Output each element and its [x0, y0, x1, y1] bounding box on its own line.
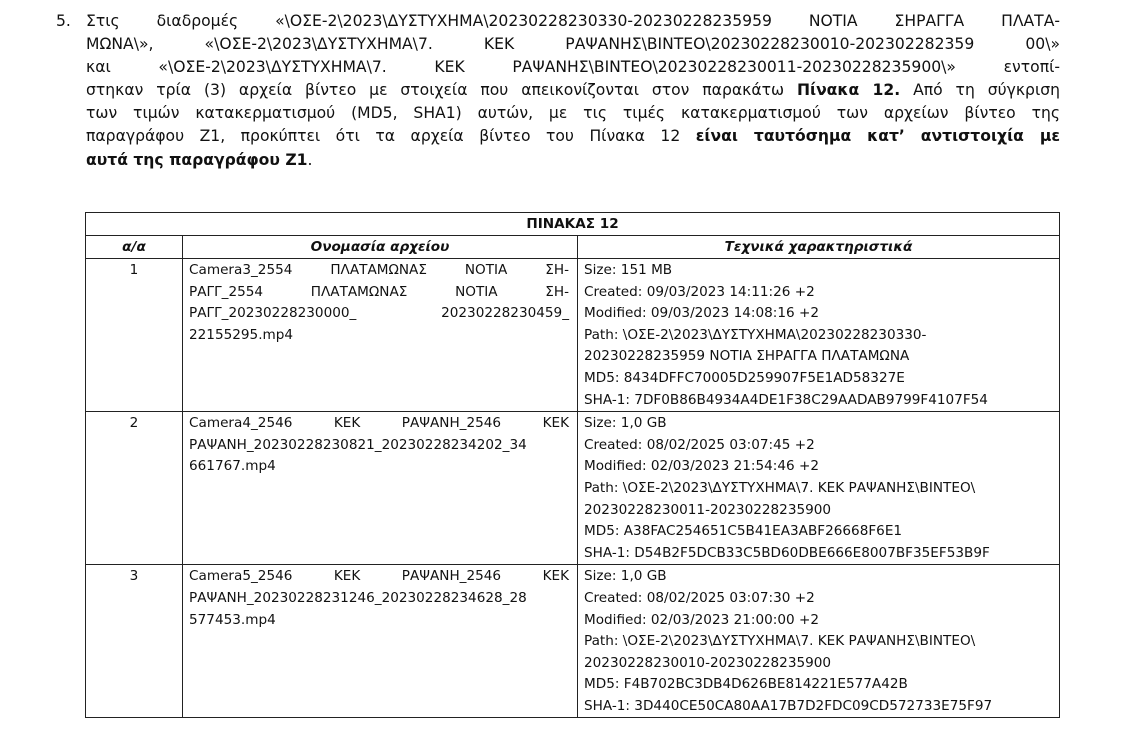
- spec-line: 20230228235959 ΝΟΤΙΑ ΣΗΡΑΓΓΑ ΠΛΑΤΑΜΩΝΑ: [584, 348, 910, 365]
- spec-line: Created: 08/02/2025 03:07:45 +2: [584, 436, 815, 453]
- technical-specs-cell: [578, 412, 1060, 565]
- text-segment: .: [307, 150, 313, 169]
- text-segment: Από τη σύγκριση: [900, 81, 1060, 100]
- paragraph-5: [58, 10, 1060, 172]
- table-row: [86, 565, 1060, 718]
- row-number: 1: [86, 259, 183, 412]
- bold-text: Πίνακα 12.: [796, 81, 901, 100]
- text-segment: παραγράφου Ζ1, προκύπτει ότι τα αρχεία βίντεο του Πίνακα 12: [86, 127, 696, 146]
- spec-line: SHA-1: D54B2F5DCB33C5BD60DBE666E8007BF35EF53B9F: [584, 544, 990, 561]
- spec-line: Created: 09/03/2023 14:11:26 +2: [584, 283, 815, 300]
- file-name-cell: [183, 412, 578, 565]
- file-name-line: ΡΑΓΓ_2554 ΠΛΑΤΑΜΩΝΑΣ ΝΟΤΙΑ ΣΗ-: [189, 283, 569, 300]
- text-segment: και «\ΟΣΕ-2\2023\ΔΥΣΤΥΧΗΜΑ\7. ΚΕΚ ΡΑΨΑΝΗΣ\ΒΙΝΤΕΟ\20230228230011-20230228235900\» εντοπί-: [86, 58, 1060, 77]
- table-12: [85, 212, 1060, 718]
- header-filename: Ονομασία αρχείου: [183, 236, 578, 259]
- spec-line: MD5: F4B702BC3DB4D626BE814221E577A42B: [584, 676, 908, 693]
- file-name-line: 661767.mp4: [189, 458, 276, 475]
- file-name-line: 577453.mp4: [189, 611, 276, 628]
- paragraph-line: [86, 33, 1060, 56]
- header-technical-specs: Τεχνικά χαρακτηριστικά: [578, 236, 1060, 259]
- spec-line: Created: 08/02/2025 03:07:30 +2: [584, 589, 815, 606]
- spec-line: Size: 151 MB: [584, 262, 673, 278]
- paragraph-text: [86, 10, 1060, 172]
- header-number: α/α: [86, 236, 183, 259]
- spec-line: SHA-1: 3D440CE50CA80AA17B7D2FDC09CD572733E75F97: [584, 697, 993, 714]
- spec-line: Modified: 02/03/2023 21:00:00 +2: [584, 611, 819, 628]
- technical-specs-cell: [578, 259, 1060, 412]
- text-segment: Στις διαδρομές «\ΟΣΕ-2\2023\ΔΥΣΤΥΧΗΜΑ\20230228230330-20230228235959 ΝΟΤΙΑ ΣΗΡΑΓΓΑ ΠΛΑΤΑ-: [86, 12, 1060, 30]
- table-row: [86, 259, 1060, 412]
- table-body: [86, 259, 1060, 718]
- spec-line: Modified: 09/03/2023 14:08:16 +2: [584, 305, 819, 322]
- spec-line: Size: 1,0 GB: [584, 415, 667, 432]
- paragraph-line: [86, 56, 1060, 79]
- file-name-cell: [183, 259, 578, 412]
- technical-specs-cell: [578, 565, 1060, 718]
- spec-line: Path: \ΟΣΕ-2\2023\ΔΥΣΤΥΧΗΜΑ\20230228230330-: [584, 326, 927, 343]
- spec-line: Path: \ΟΣΕ-2\2023\ΔΥΣΤΥΧΗΜΑ\7. ΚΕΚ ΡΑΨΑΝΗΣ\ΒΙΝΤΕΟ\: [584, 479, 976, 496]
- text-segment: στηκαν τρία (3) αρχεία βίντεο με στοιχεία που απεικονίζονται στον παρακάτω: [86, 81, 797, 100]
- text-segment: ΜΩΝΑ\», «\ΟΣΕ-2\2023\ΔΥΣΤΥΧΗΜΑ\7. ΚΕΚ ΡΑΨΑΝΗΣ\ΒΙΝΤΕΟ\20230228230010-202302282359 00\»: [86, 35, 1060, 54]
- text-segment: των τιμών κατακερματισμού (MD5, SHA1) αυτών, με τις τιμές κατακερματισμού των αρχείων βίντεο της: [86, 104, 1060, 123]
- bold-text: είναι ταυτόσημα κατ’ αντιστοιχία με: [695, 127, 1060, 146]
- file-name-line: 22155295.mp4: [189, 326, 294, 343]
- paragraph-line: [86, 149, 1060, 172]
- spec-line: 20230228230010-20230228235900: [584, 654, 832, 671]
- file-name-line: Camera3_2554 ΠΛΑΤΑΜΩΝΑΣ ΝΟΤΙΑ ΣΗ-: [189, 262, 569, 278]
- file-name-line: ΡΑΨΑΝΗ_20230228230821_20230228234202_34: [189, 436, 527, 453]
- spec-line: 20230228230011-20230228235900: [584, 501, 832, 518]
- file-name-line: Camera4_2546 ΚΕΚ ΡΑΨΑΝΗ_2546 ΚΕΚ: [189, 415, 569, 432]
- paragraph-line: [86, 79, 1060, 102]
- table-row: [86, 412, 1060, 565]
- file-name-line: ΡΑΨΑΝΗ_20230228231246_20230228234628_28: [189, 589, 527, 606]
- file-name-cell: [183, 565, 578, 718]
- table-title: ΠΙΝΑΚΑΣ 12: [86, 213, 1060, 236]
- file-name-line: Camera5_2546 ΚΕΚ ΡΑΨΑΝΗ_2546 ΚΕΚ: [189, 568, 569, 585]
- paragraph-line: [86, 10, 1060, 33]
- file-name-line: ΡΑΓΓ_20230228230000_ 20230228230459_: [189, 305, 569, 322]
- row-number: 2: [86, 412, 183, 565]
- spec-line: Size: 1,0 GB: [584, 568, 667, 585]
- spec-line: Modified: 02/03/2023 21:54:46 +2: [584, 458, 819, 475]
- row-number: 3: [86, 565, 183, 718]
- spec-line: MD5: A38FAC254651C5B41EA3ABF26668F6E1: [584, 523, 903, 540]
- spec-line: Path: \ΟΣΕ-2\2023\ΔΥΣΤΥΧΗΜΑ\7. ΚΕΚ ΡΑΨΑΝΗΣ\ΒΙΝΤΕΟ\: [584, 633, 976, 650]
- paragraph-line: [86, 102, 1060, 125]
- bold-text: αυτά της παραγράφου Ζ1: [86, 150, 308, 169]
- paragraph-number: 5.: [56, 12, 71, 30]
- paragraph-line: [86, 125, 1060, 148]
- spec-line: SHA-1: 7DF0B86B4934A4DE1F38C29AADAB9799F4107F54: [584, 391, 988, 408]
- spec-line: MD5: 8434DFFC70005D259907F5E1AD58327E: [584, 369, 905, 386]
